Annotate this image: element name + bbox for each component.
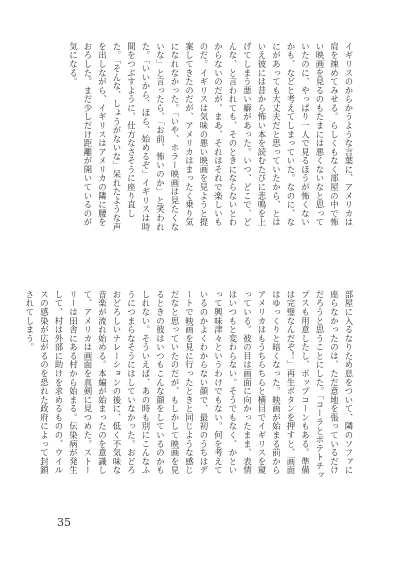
paragraph-upper: イギリスのからかうような言葉に、アメリカは肩を竦めてみせる。らしくもなく部屋の中で怖い映画を見るのもたまには悪くないなと思っていたのに、やっぱり一人で見るほうが怖くないかも、などと考えてしまっていた。なのに、なにがあっても大丈夫だと思っていたから、とはいえ彼には昔から怖い本を読むたびに悲鳴を上げてしまう悪い癖があった。いつ、どこで、どんな、と言われても、そのときにならないとわからないのだが、まあ、それはそれで楽しいものだ。イギリスは気味の悪い映画を見ようと提案してきたのだが、アメリカはまったく乗り気になれなかった。「いや、ホラー映画は見たくないな」と言ったら、「お前、怖いのか」と笑われた。「いいから、ほら、始めるぞ」イギリスは時間をつぶすように、仕方なさそうに座り直した。「そんな、しょうがないな」呆れたような声を出しながら、イギリスはアメリカの隣に腰をおろした。まだ少しだけ距離が開いているのが気になる。	[68, 42, 354, 232]
page-number: 35	[57, 516, 71, 529]
body-text-upper	[56, 42, 356, 232]
text-block-upper	[56, 42, 356, 232]
body-text-lower	[25, 290, 356, 480]
text-block-lower	[25, 290, 356, 480]
paragraph-lower: 部屋に入るなりため息をついて、隣のソファに座らなかったのは、ただ意地を張っているだけだろうと思うことにした。「コーラとポテトチップスも用意したし、ポップコーンもある。準備は完璧なんだぞ！」再生ボタンを押すと、画面はゆっくりと暗くなった。映画が始まる前からアメリカはもうちらちらと横目でイギリスを窺っている。彼の目は画面に向かったまま、表情はいつもと変わらない。そうでもなく、かといって興味津々というわけでもない。何を考えているのかよくわからない顔で、最初のうちはデートで映画を見に行ったときと同じような感じだなと思っていたのだが、もしかして映画を見るときの彼はいつもこんな顔をしているのかもしれない。そういえば、あの時も別にこんなふうにつまらなそうにはしていなかった。おどろおどろしいナレーションの後に、低く不気味な音楽が流れ始める。本編が始まったのを意識して、アメリカは画面を真剣に見つめた。ストーリーは田舎にある村から始まる。伝染病が発生して、村は外部に助けを求めるものの、ウイルスの感染が広がるのを恐れた政府によって封鎖されてしまう。	[25, 290, 354, 480]
